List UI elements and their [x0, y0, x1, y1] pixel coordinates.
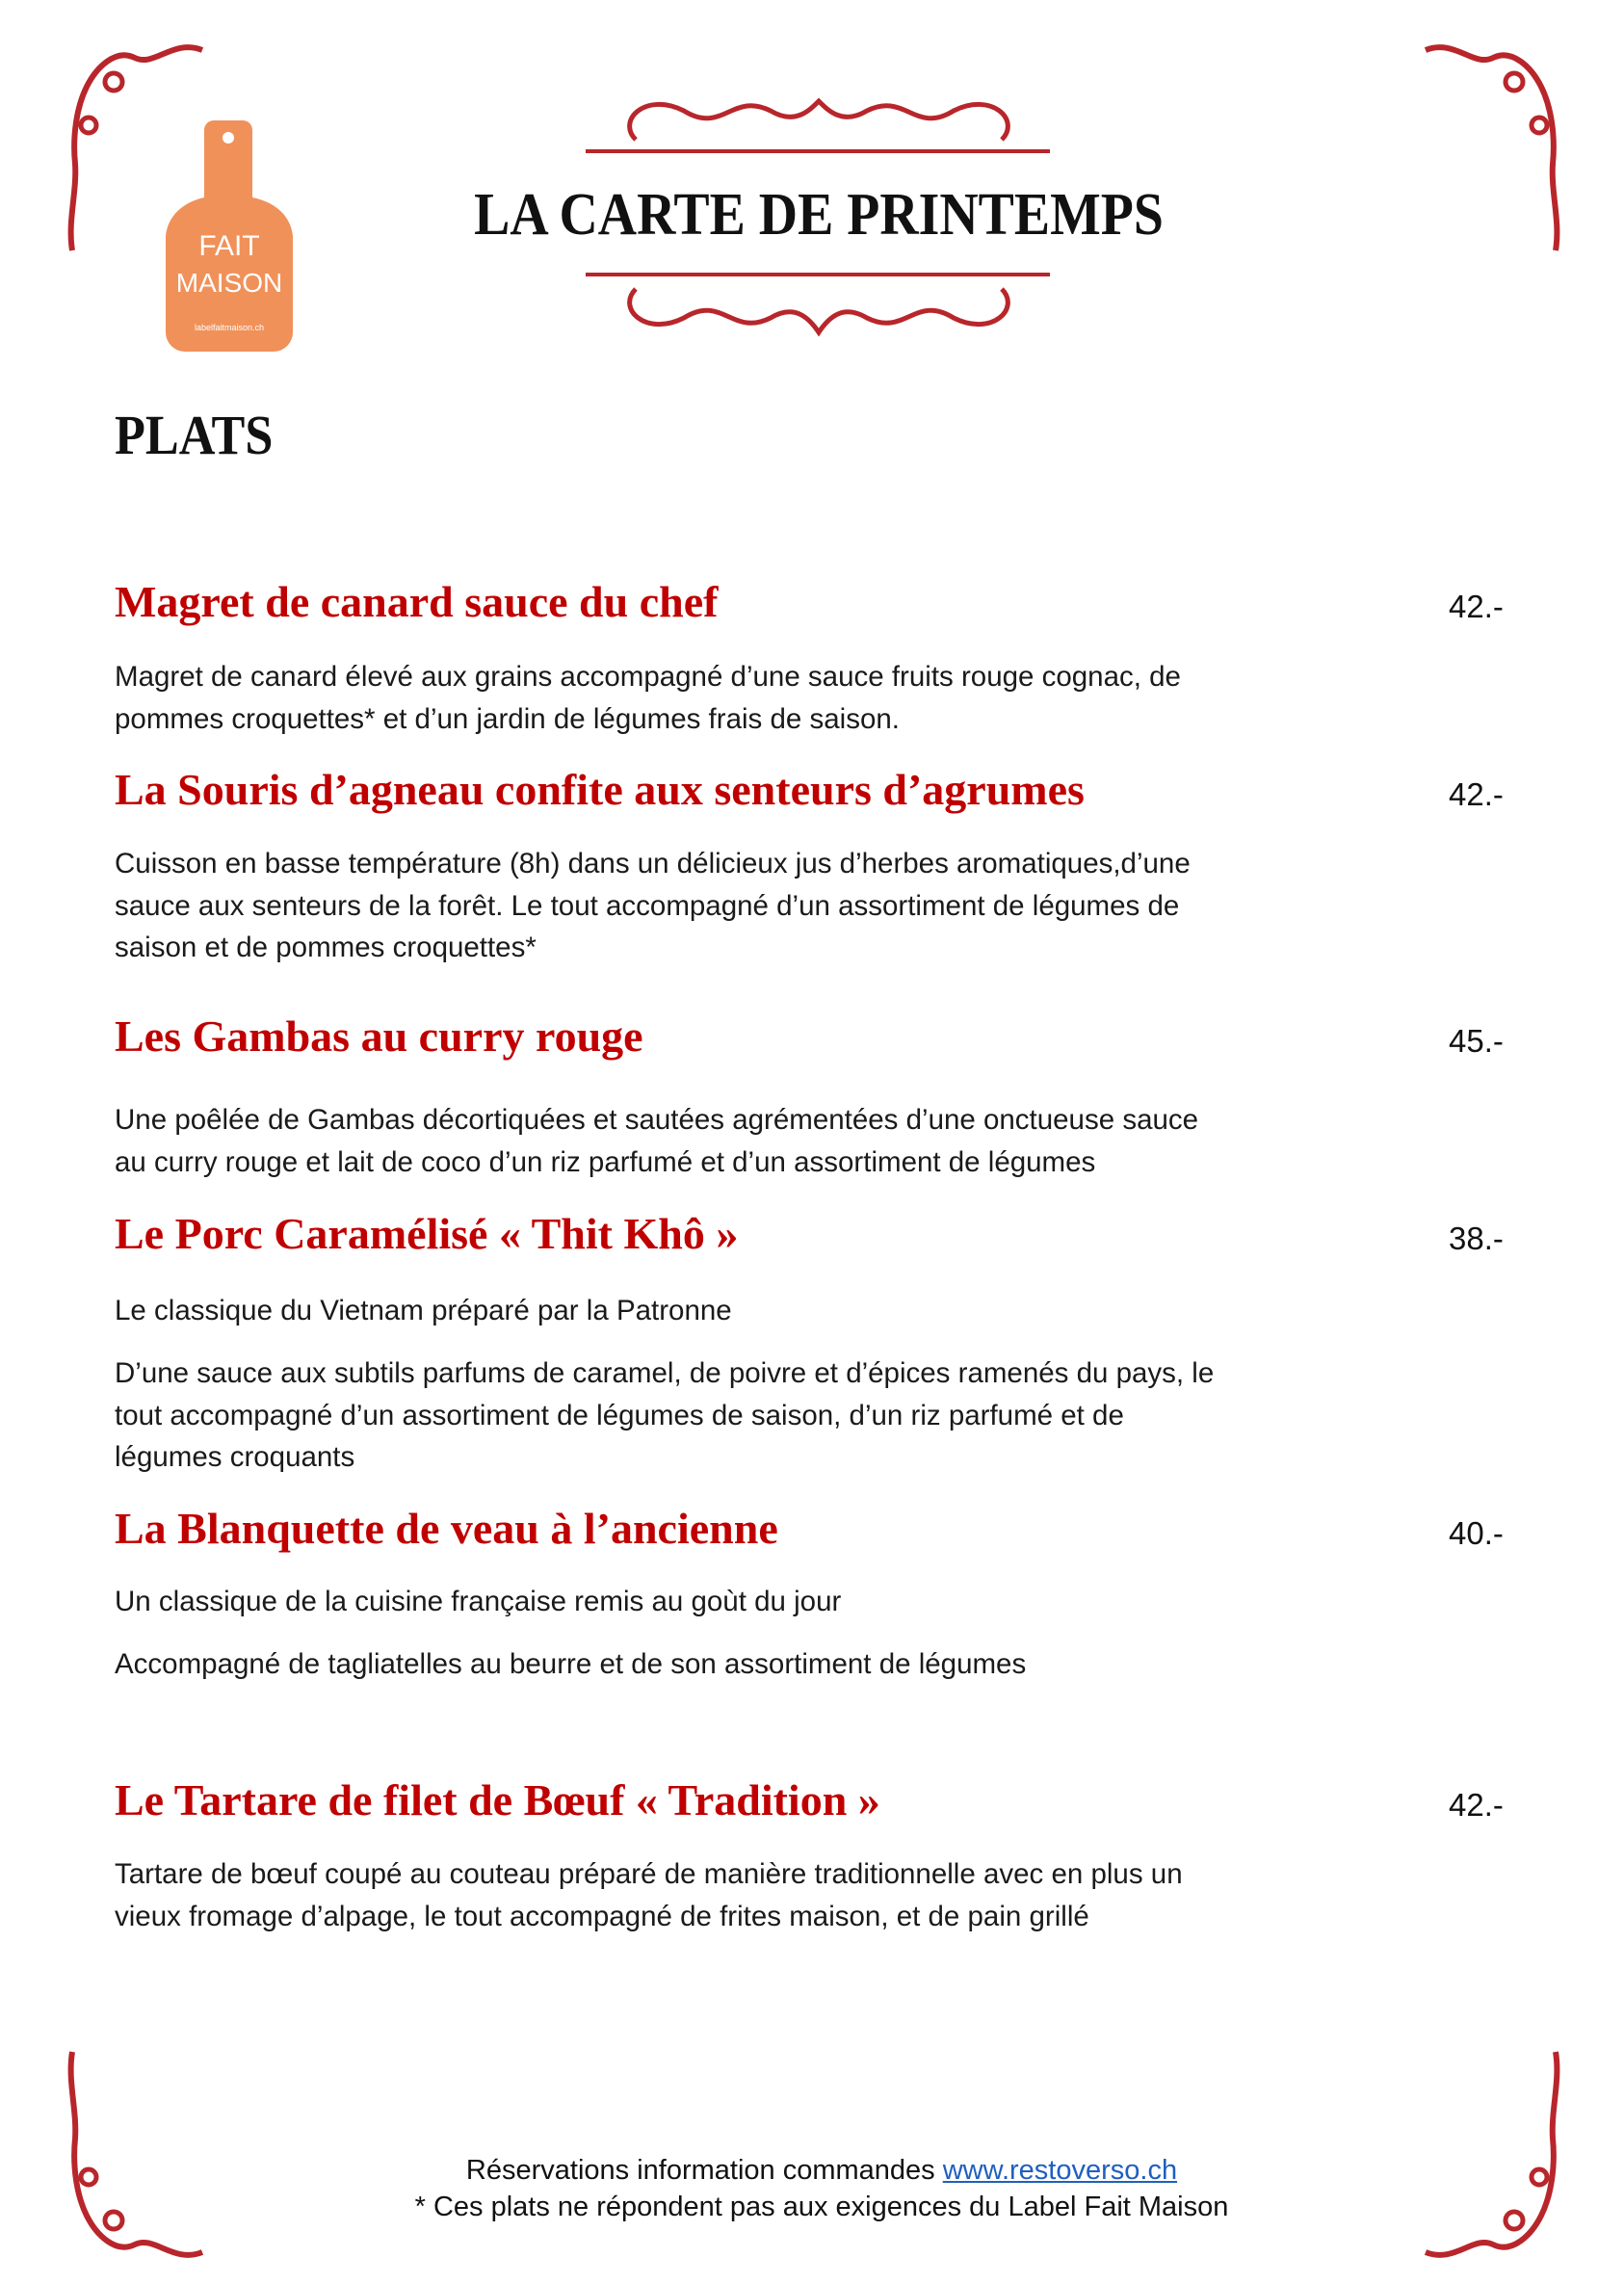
page-title: LA CARTE DE PRINTEMPS [474, 182, 1164, 248]
dish-description [115, 1290, 732, 1332]
description-line: sauce aux senteurs de la forêt. Le tout accompagné d’un assortiment de légumes de [115, 889, 1180, 922]
dish-price: 42.- [1449, 776, 1504, 812]
description-line: tout accompagné d’un assortiment de légumes de saison, d’un riz parfumé et de [115, 1399, 1124, 1431]
dish-description [115, 656, 1181, 740]
dish-price: 42.- [1449, 589, 1504, 624]
footer-note: * Ces plats ne répondent pas aux exigences du Label Fait Maison [414, 2192, 1229, 2222]
svg-text:labelfaitmaison.ch: labelfaitmaison.ch [194, 323, 265, 332]
description-line: au curry rouge et lait de coco d’un riz parfumé et d’un assortiment de légumes [115, 1145, 1096, 1178]
website-link[interactable]: www.restoverso.ch [942, 2155, 1178, 2186]
dish-name: Le Tartare de filet de Bœuf « Tradition » [115, 1775, 880, 1825]
dish-description-extra [115, 1643, 1026, 1686]
corner-ornament-bottom-right [1377, 2033, 1570, 2264]
svg-text:MAISON: MAISON [175, 268, 283, 298]
dish-description-extra [115, 1352, 1214, 1479]
description-line: Magret de canard élevé aux grains accompagné d’une sauce fruits rouge cognac, de [115, 661, 1181, 693]
title-ornament-top [616, 82, 1021, 149]
title-rule-bottom [586, 273, 1050, 276]
dish-name: Les Gambas au curry rouge [115, 1011, 643, 1061]
description-line: Cuisson en basse température (8h) dans un délicieux jus d’herbes aromatiques,d’une [115, 848, 1191, 879]
dish-description [115, 1853, 1183, 1937]
dish-description [115, 843, 1191, 969]
dish-name: Le Porc Caramélisé « Thit Khô » [115, 1209, 739, 1258]
description-line: légumes croquants [115, 1441, 355, 1473]
dish-name: Magret de canard sauce du chef [115, 577, 719, 626]
description-line: Un classique de la cuisine française remis au goùt du jour [115, 1586, 842, 1617]
dish-price: 40.- [1449, 1515, 1504, 1551]
dish-name: La Souris d’agneau confite aux senteurs d’agrumes [115, 765, 1085, 814]
description-line: Une poêlée de Gambas décortiquées et sautées agrémentées d’une onctueuse sauce [115, 1104, 1199, 1136]
description-line: Accompagné de tagliatelles au beurre et de son assortiment de légumes [115, 1648, 1027, 1680]
description-line: saison et de pommes croquettes* [115, 932, 537, 963]
dish-price: 38.- [1449, 1221, 1504, 1256]
dish-price: 42.- [1449, 1787, 1504, 1823]
title-ornament-bottom [616, 279, 1021, 347]
svg-text:FAIT: FAIT [198, 230, 260, 262]
description-line: D’une sauce aux subtils parfums de caramel, de poivre et d’épices ramenés du pays, le [115, 1357, 1215, 1389]
reservations-text: Réservations information commandes [465, 2155, 943, 2186]
description-line: Tartare de bœuf coupé au couteau préparé de manière traditionnelle avec en plus un [115, 1858, 1183, 1890]
footer-reservations [0, 2152, 1624, 2189]
dish-price: 45.- [1449, 1023, 1504, 1059]
dish-description [115, 1099, 1198, 1183]
dish-description [115, 1581, 841, 1623]
title-rule-top [586, 149, 1050, 153]
corner-ornament-bottom-left [58, 2033, 250, 2264]
dish-name: La Blanquette de veau à l’ancienne [115, 1504, 778, 1553]
section-title-plats: PLATS [115, 404, 274, 466]
description-line: vieux fromage d’alpage, le tout accompagné de frites maison, et de pain grillé [115, 1900, 1089, 1932]
description-line: pommes croquettes* et d’un jardin de légumes frais de saison. [115, 702, 900, 735]
description-line: Le classique du Vietnam préparé par la Patronne [115, 1295, 732, 1326]
